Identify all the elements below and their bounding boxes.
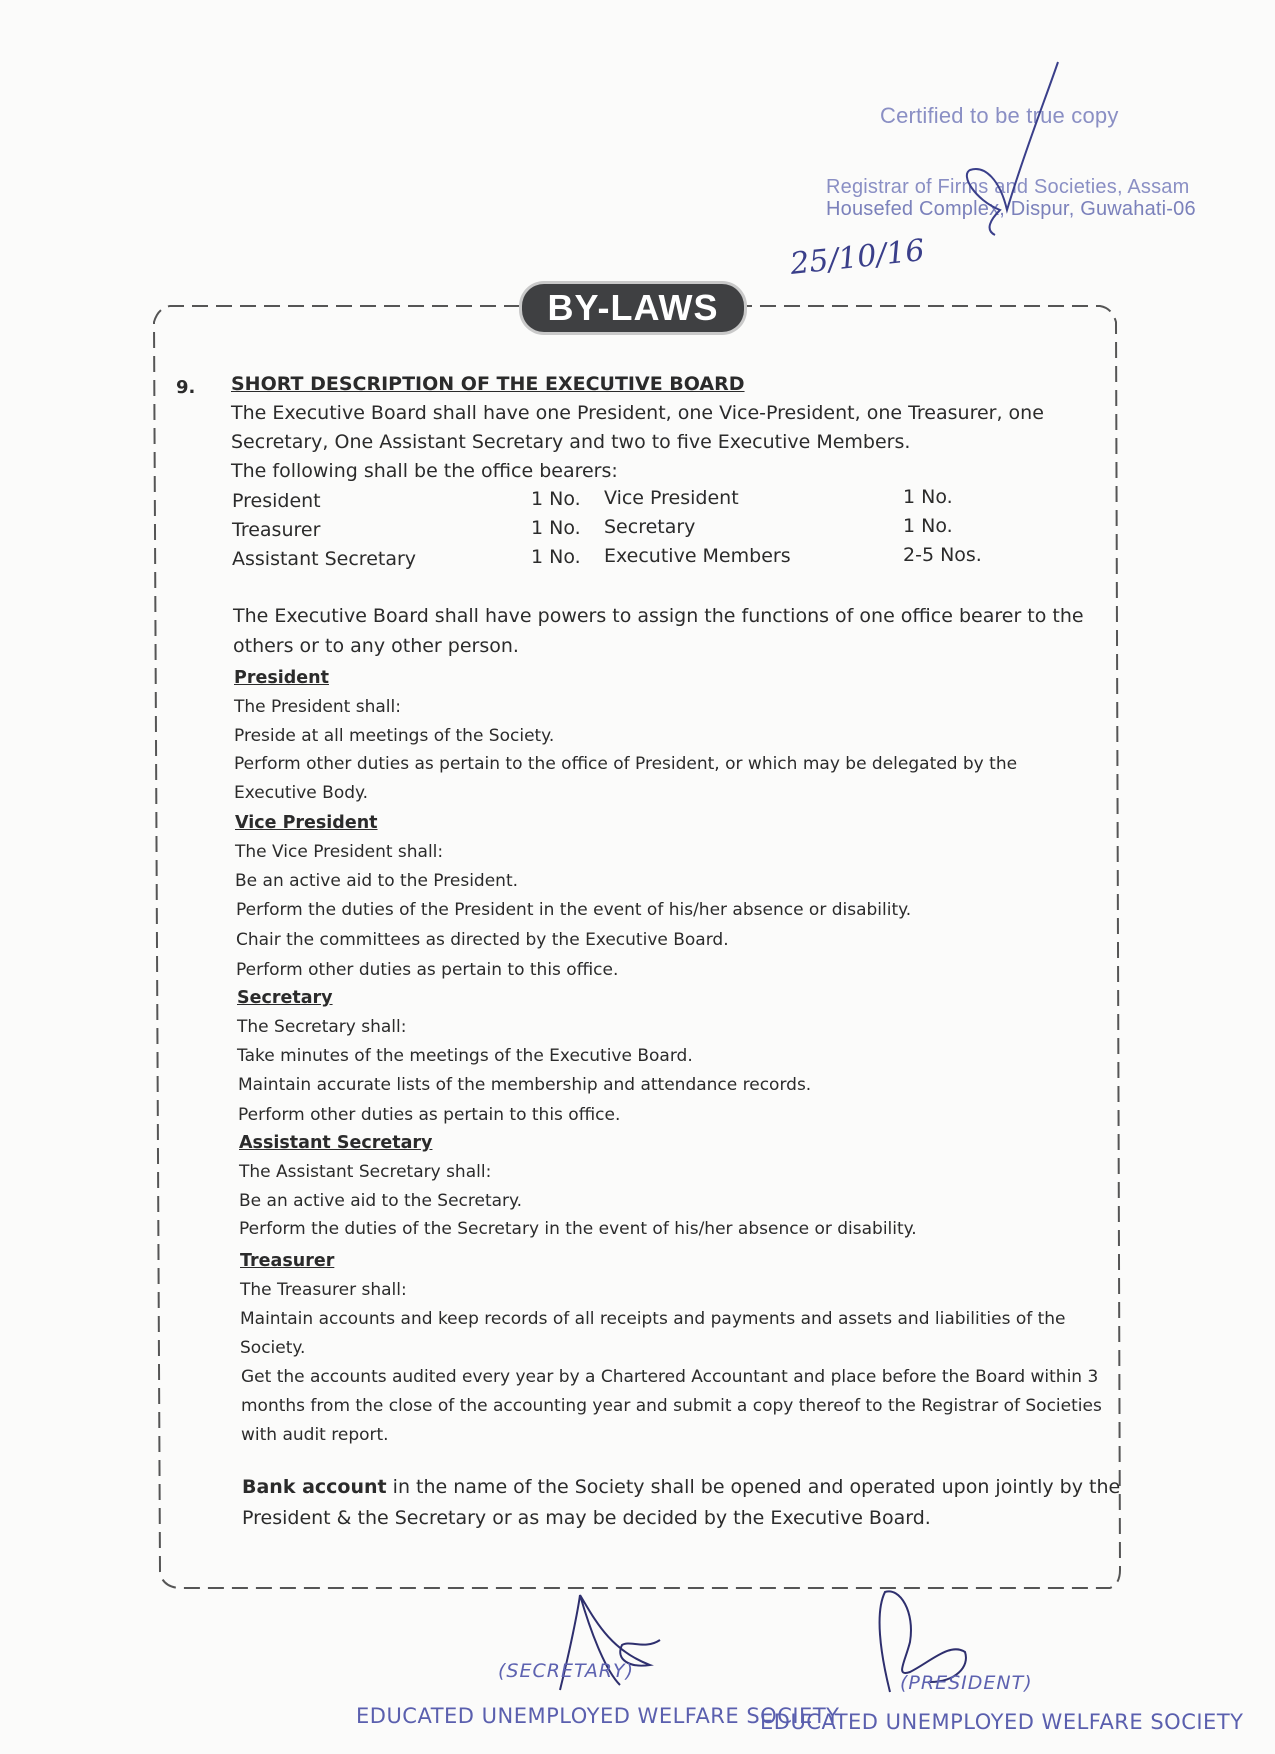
secretary-duty: The Secretary shall: bbox=[237, 1017, 407, 1037]
president-duty: Preside at all meetings of the Society. bbox=[234, 726, 555, 746]
secretary-duty: Perform other duties as pertain to this office. bbox=[238, 1105, 621, 1125]
society-name: EDUCATED UNEMPLOYED WELFARE SOCIETY bbox=[356, 1704, 840, 1728]
assistant-secretary-heading: Assistant Secretary bbox=[239, 1133, 433, 1153]
bearer-role: Executive Members bbox=[604, 545, 791, 567]
vice-president-duty: Perform other duties as pertain to this office. bbox=[236, 960, 619, 980]
section-number: 9. bbox=[176, 377, 196, 398]
secretary-heading: Secretary bbox=[237, 988, 333, 1008]
treasurer-heading: Treasurer bbox=[240, 1251, 335, 1271]
bank-account-line bbox=[242, 1476, 1120, 1498]
secretary-label: (SECRETARY) bbox=[498, 1660, 635, 1682]
treasurer-duty: months from the close of the accounting year and submit a copy thereof to the Registrar of Societies bbox=[241, 1396, 1102, 1416]
president-duty: Executive Body. bbox=[234, 783, 369, 803]
society-name: EDUCATED UNEMPLOYED WELFARE SOCIETY bbox=[760, 1710, 1244, 1734]
bearer-count: 1 No. bbox=[903, 486, 953, 508]
vice-president-duty: Be an active aid to the President. bbox=[235, 871, 519, 891]
president-label: (PRESIDENT) bbox=[900, 1672, 1033, 1694]
bank-account-label: Bank account bbox=[242, 1476, 387, 1498]
bearers-intro: The following shall be the office bearers: bbox=[231, 460, 618, 482]
vice-president-heading: Vice President bbox=[235, 813, 378, 833]
bearer-role: Vice President bbox=[604, 487, 739, 509]
assistant-secretary-duty: Be an active aid to the Secretary. bbox=[239, 1191, 523, 1211]
secretary-duty: Take minutes of the meetings of the Executive Board. bbox=[237, 1046, 693, 1066]
intro-line: Secretary, One Assistant Secretary and two to five Executive Members. bbox=[231, 431, 911, 453]
treasurer-duty: Get the accounts audited every year by a Chartered Accountant and place before the Board within 3 bbox=[241, 1367, 1099, 1387]
bearer-count: 2-5 Nos. bbox=[903, 544, 982, 566]
registrar-stamp-text: Registrar of Firms and Societies, Assam bbox=[826, 176, 1190, 198]
president-heading: President bbox=[234, 668, 329, 688]
by-laws-title-badge: BY-LAWS bbox=[522, 284, 744, 332]
president-duty: Perform other duties as pertain to the office of President, or which may be delegated by the bbox=[234, 754, 1018, 774]
bearer-role: President bbox=[232, 490, 321, 512]
vice-president-duty: The Vice President shall: bbox=[235, 842, 444, 862]
bearer-count: 1 No. bbox=[531, 546, 581, 568]
certification-tick-icon bbox=[955, 60, 1065, 250]
bank-account-text: in the name of the Society shall be opened and operated upon jointly by the bbox=[386, 1476, 1121, 1498]
assistant-secretary-duty: The Assistant Secretary shall: bbox=[239, 1162, 492, 1182]
vice-president-duty: Chair the committees as directed by the Executive Board. bbox=[236, 930, 729, 950]
treasurer-duty: Maintain accounts and keep records of all receipts and payments and assets and liabilities of the bbox=[240, 1309, 1066, 1329]
treasurer-duty: Society. bbox=[240, 1338, 306, 1358]
bearer-count: 1 No. bbox=[903, 515, 953, 537]
section-heading: SHORT DESCRIPTION OF THE EXECUTIVE BOARD bbox=[231, 373, 745, 395]
bearer-role: Secretary bbox=[604, 516, 696, 538]
assistant-secretary-duty: Perform the duties of the Secretary in the event of his/her absence or disability. bbox=[239, 1219, 917, 1239]
secretary-signature-icon bbox=[550, 1590, 670, 1700]
treasurer-duty: The Treasurer shall: bbox=[240, 1280, 407, 1300]
certified-stamp-text: Certified to be true copy bbox=[880, 103, 1119, 128]
powers-line: The Executive Board shall have powers to assign the functions of one office bearer to the bbox=[233, 605, 1084, 627]
handwritten-date: 25/10/16 bbox=[788, 233, 927, 282]
treasurer-duty: with audit report. bbox=[241, 1425, 389, 1445]
president-duty: The President shall: bbox=[234, 697, 401, 717]
bearer-role: Treasurer bbox=[232, 519, 321, 541]
registrar-address-text: Housefed Complex, Dispur, Guwahati-06 bbox=[826, 198, 1196, 220]
powers-line: others or to any other person. bbox=[233, 635, 519, 657]
bearer-count: 1 No. bbox=[531, 517, 581, 539]
secretary-duty: Maintain accurate lists of the membership and attendance records. bbox=[238, 1075, 812, 1095]
intro-line: The Executive Board shall have one President, one Vice-President, one Treasurer, one bbox=[231, 402, 1044, 424]
bearer-count: 1 No. bbox=[531, 488, 581, 510]
bearer-role: Assistant Secretary bbox=[232, 548, 417, 570]
bank-account-line: President & the Secretary or as may be decided by the Executive Board. bbox=[242, 1507, 931, 1529]
vice-president-duty: Perform the duties of the President in the event of his/her absence or disability. bbox=[236, 900, 912, 920]
